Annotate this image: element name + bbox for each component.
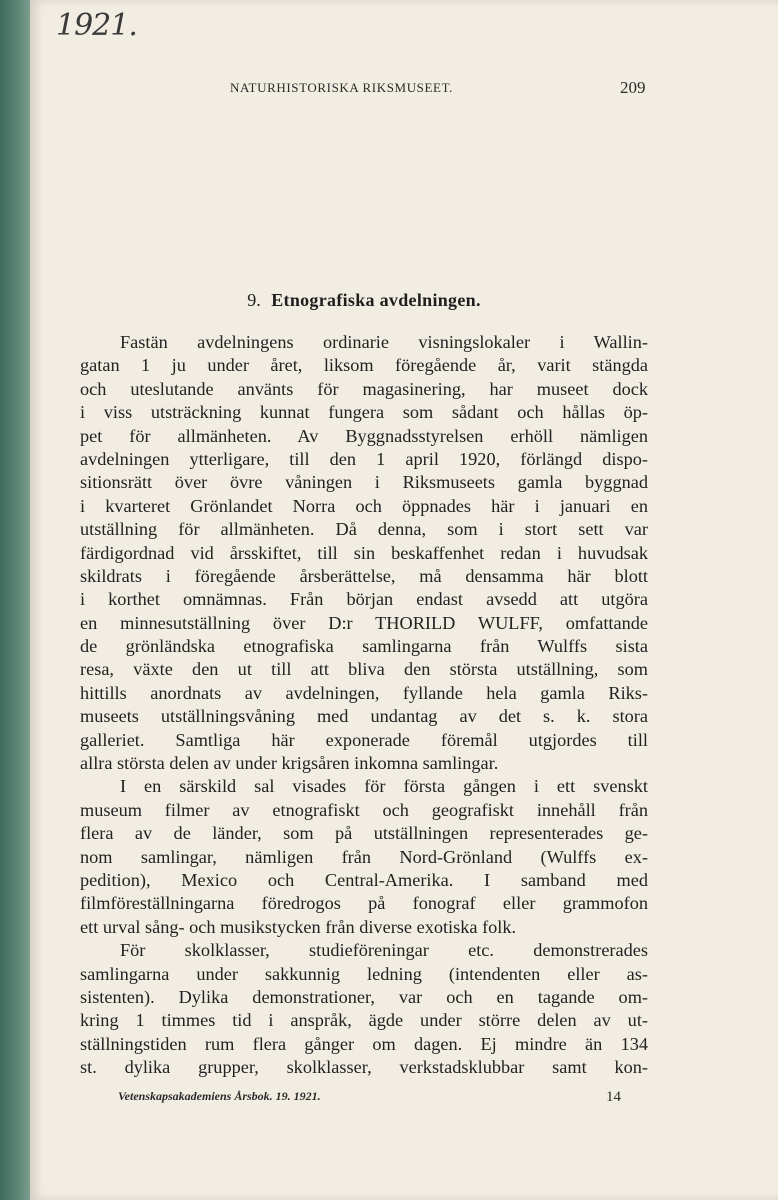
- text-line: Fastän avdelningens ordinarie visningslokaler i Wallin-: [120, 332, 648, 352]
- text-line: nom samlingar, nämligen från Nord-Grönland (Wulffs ex-: [80, 846, 648, 867]
- body-text: [80, 331, 648, 1080]
- text-line: filmföreställningarna föredrogos på fonograf eller grammofon: [80, 893, 648, 914]
- text-line: och uteslutande använts för magasinering, har museet dock: [80, 378, 648, 399]
- text-line: i viss utsträckning kunnat fungera som sådant och hållas öp-: [80, 402, 648, 423]
- text-line: utställning för allmänheten. Då denna, som i stort sett var: [80, 519, 648, 540]
- text-line: pedition), Mexico och Central-Amerika. I samband med: [80, 869, 648, 890]
- section-number: 9.: [247, 290, 261, 310]
- text-line: skildrats i föregående årsberättelse, må densamma här blott: [80, 565, 648, 586]
- text-line: st. dylika grupper, skolklasser, verkstadsklubbar samt kon-: [80, 1057, 648, 1078]
- text-line: resa, växte den ut till att bliva den största utställning, som: [80, 659, 648, 680]
- text-line: museum filmer av etnografiskt och geografiskt innehåll från: [80, 799, 648, 820]
- text-line: samlingarna under sakkunnig ledning (intendenten eller as-: [80, 963, 648, 984]
- page-number: 209: [620, 78, 646, 97]
- handwritten-year-note: 1921.: [56, 8, 137, 43]
- text-line: För skolklasser, studieföreningar etc. demonstrerades: [120, 940, 648, 961]
- text-line: i kvarteret Grönlandet Norra och öppnades här i januari en: [80, 495, 648, 516]
- text-line: allra största delen av under krigsåren inkomna samlingar.: [80, 753, 499, 774]
- text-line: hittills anordnats av avdelningen, fyllande hela gamla Riks-: [80, 682, 648, 703]
- text-line: flera av de länder, som på utställningen representerades ge-: [80, 823, 648, 844]
- running-head: NATURHISTORISKA RIKSMUSEET.: [230, 80, 454, 95]
- text-line: sitionsrätt över övre våningen i Riksmuseets gamla byggnad: [80, 472, 648, 493]
- section-title: Etnografiska avdelningen.: [271, 290, 481, 310]
- text-line: galleriet. Samtliga här exponerade föremål utgjordes till: [80, 729, 648, 750]
- text-line: ställningstiden rum flera gånger om dagen. Ej mindre än 134: [80, 1033, 648, 1054]
- text-line: de grönländska etnografiska samlingarna från Wulffs sista: [80, 636, 648, 657]
- text-line: i korthet omnämnas. Från början endast avsedd att utgöra: [80, 589, 648, 610]
- footer-journal-reference: Vetenskapsakademiens Årsbok. 19. 1921.: [118, 1089, 321, 1103]
- text-line: färdigordnad vid årsskiftet, till sin beskaffenhet redan i huvudsak: [80, 542, 648, 563]
- signature-mark: 14: [606, 1089, 621, 1105]
- text-line: gatan 1 ju under året, liksom föregående år, varit stängda: [80, 355, 648, 376]
- text-line: sistenten). Dylika demonstrationer, var och en tagande om-: [80, 986, 648, 1007]
- text-line: ett urval sång- och musikstycken från diverse exotiska folk.: [80, 916, 517, 937]
- text-line: kring 1 timmes tid i anspråk, ägde under större delen av ut-: [80, 1010, 648, 1031]
- text-line: museets utställningsvåning med undantag av det s. k. stora: [80, 706, 648, 727]
- text-line: avdelningen ytterligare, till den 1 april 1920, förlängd dispo-: [80, 448, 648, 469]
- text-line: pet för allmänheten. Av Byggnadsstyrelsen erhöll nämligen: [80, 425, 648, 446]
- text-line: I en särskild sal visades för första gången i ett svenskt: [120, 776, 648, 797]
- section-heading: [80, 290, 648, 311]
- binding-spine: [0, 0, 30, 1200]
- text-line: en minnesutställning över D:r THORILD WULFF, omfattande: [80, 612, 648, 633]
